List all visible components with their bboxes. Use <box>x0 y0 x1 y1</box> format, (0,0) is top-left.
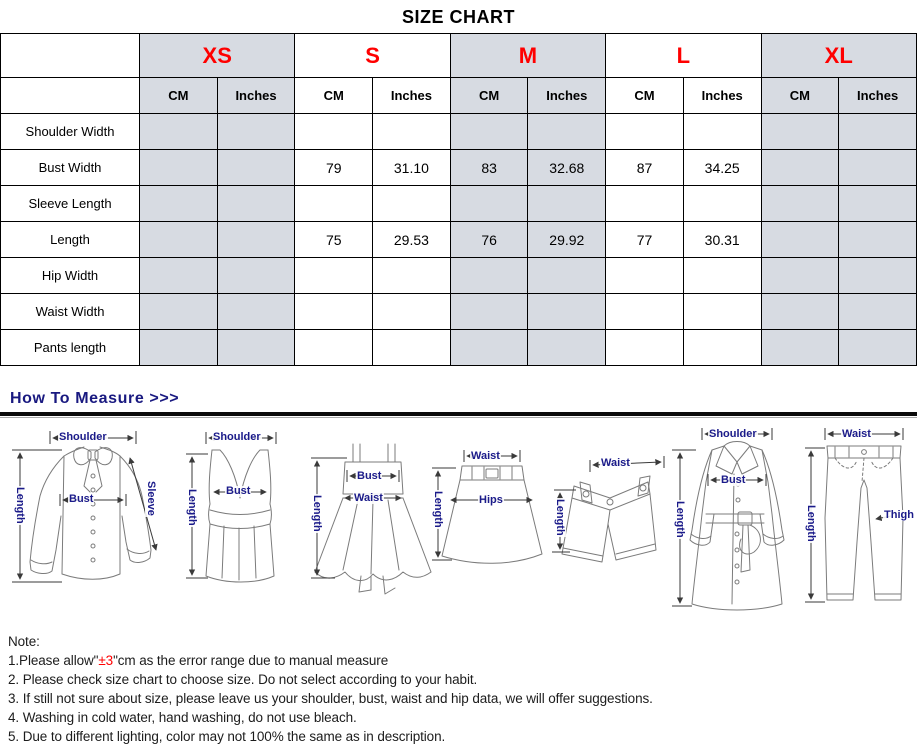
value-cell <box>761 222 839 258</box>
skirt-figure <box>424 448 559 576</box>
value-cell <box>140 258 218 294</box>
unit-header-xs-cm: CM <box>140 78 218 114</box>
value-cell: 29.92 <box>528 222 606 258</box>
value-cell <box>839 330 917 366</box>
value-cell <box>839 258 917 294</box>
blouse-shoulder-label: Shoulder <box>59 431 107 443</box>
divider-thick <box>0 412 917 416</box>
size-header-xl: XL <box>761 34 916 78</box>
row-label: Bust Width <box>1 150 140 186</box>
skirt-length-label: Length <box>432 491 444 528</box>
value-cell <box>217 150 295 186</box>
value-cell <box>761 150 839 186</box>
row-label: Waist Width <box>1 294 140 330</box>
value-cell <box>295 294 373 330</box>
row-label: Pants length <box>1 330 140 366</box>
vest-length-label: Length <box>186 489 198 526</box>
value-cell <box>606 294 684 330</box>
value-cell <box>217 186 295 222</box>
pants-length-label: Length <box>805 505 817 542</box>
value-cell <box>295 114 373 150</box>
value-cell <box>606 330 684 366</box>
value-cell <box>295 258 373 294</box>
coat-figure <box>662 422 807 614</box>
unit-header-xl-cm: CM <box>761 78 839 114</box>
value-cell <box>450 330 528 366</box>
shorts-length-label: Length <box>554 499 566 536</box>
table-row <box>1 186 917 222</box>
value-cell <box>839 186 917 222</box>
blouse-length-label: Length <box>14 487 26 524</box>
value-cell <box>140 114 218 150</box>
dress-bust-label: Bust <box>357 470 382 482</box>
value-cell: 32.68 <box>528 150 606 186</box>
value-cell: 76 <box>450 222 528 258</box>
dress-illustration <box>303 442 443 604</box>
value-cell <box>761 114 839 150</box>
value-cell <box>761 186 839 222</box>
coat-length-label: Length <box>674 501 686 538</box>
dress-waist-label: Waist <box>354 492 383 504</box>
value-cell <box>373 258 451 294</box>
value-cell: 34.25 <box>683 150 761 186</box>
dress-length-label: Length <box>311 495 323 532</box>
pants-waist-label: Waist <box>842 428 871 440</box>
value-cell <box>528 114 606 150</box>
value-cell <box>528 186 606 222</box>
corner-cell <box>1 34 140 78</box>
note-1-post: "cm as the error range due to manual measure <box>113 653 389 668</box>
vest-shoulder-label: Shoulder <box>213 431 261 443</box>
unit-header-m-cm: CM <box>450 78 528 114</box>
table-row <box>1 114 917 150</box>
value-cell: 83 <box>450 150 528 186</box>
note-1-tolerance: ±3 <box>98 653 114 668</box>
value-cell <box>140 330 218 366</box>
skirt-illustration <box>424 448 559 576</box>
value-cell: 29.53 <box>373 222 451 258</box>
corner-cell-2 <box>1 78 140 114</box>
pants-figure <box>797 422 917 614</box>
shorts-waist-label: Waist <box>601 457 630 469</box>
value-cell <box>217 330 295 366</box>
value-cell <box>606 258 684 294</box>
pants-thigh-label: Thigh <box>884 509 914 521</box>
row-label: Hip Width <box>1 258 140 294</box>
value-cell <box>140 222 218 258</box>
dress-figure <box>303 442 443 604</box>
value-cell <box>839 150 917 186</box>
unit-header-xs-inches: Inches <box>217 78 295 114</box>
note-line-3: 3. If still not sure about size, please leave us your shoulder, bust, waist and hip data, we will offer suggestions. <box>8 691 653 706</box>
value-cell <box>217 114 295 150</box>
value-cell: 30.31 <box>683 222 761 258</box>
note-1-pre: 1.Please allow" <box>8 653 99 668</box>
coat-bust-label: Bust <box>721 474 746 486</box>
value-cell <box>140 294 218 330</box>
size-header-xs: XS <box>140 34 295 78</box>
value-cell <box>373 294 451 330</box>
row-label: Length <box>1 222 140 258</box>
note-line-1 <box>8 651 917 670</box>
note-line-2: 2. Please check size chart to choose size. Do not select according to your habit. <box>8 672 478 687</box>
value-cell <box>295 330 373 366</box>
unit-header-l-inches: Inches <box>683 78 761 114</box>
vest-bust-label: Bust <box>226 485 251 497</box>
value-cell <box>373 186 451 222</box>
table-row <box>1 150 917 186</box>
value-cell <box>217 294 295 330</box>
row-label: Sleeve Length <box>1 186 140 222</box>
value-cell <box>683 186 761 222</box>
notes-section <box>8 632 917 746</box>
skirt-waist-label: Waist <box>471 450 500 462</box>
table-row <box>1 294 917 330</box>
blouse-bust-label: Bust <box>69 493 94 505</box>
value-cell <box>683 330 761 366</box>
value-cell <box>839 114 917 150</box>
value-cell <box>450 114 528 150</box>
value-cell <box>217 222 295 258</box>
divider-thin <box>0 417 917 418</box>
value-cell <box>683 258 761 294</box>
unit-header-s-inches: Inches <box>373 78 451 114</box>
value-cell <box>606 114 684 150</box>
vest-figure <box>180 428 298 596</box>
size-chart-table-body <box>1 34 917 366</box>
value-cell <box>450 294 528 330</box>
value-cell: 77 <box>606 222 684 258</box>
value-cell <box>528 330 606 366</box>
how-to-measure-heading: How To Measure >>> <box>10 390 180 407</box>
value-cell <box>450 186 528 222</box>
page-title: SIZE CHART <box>402 7 515 27</box>
blouse-sleeve-label: Sleeve <box>145 481 157 516</box>
value-cell <box>683 114 761 150</box>
value-cell <box>606 186 684 222</box>
unit-header-xl-inches: Inches <box>839 78 917 114</box>
value-cell <box>528 294 606 330</box>
value-cell <box>295 186 373 222</box>
blouse-figure <box>6 424 176 602</box>
note-line-4: 4. Washing in cold water, hand washing, do not use bleach. <box>8 710 357 725</box>
table-row <box>1 222 917 258</box>
value-cell <box>683 294 761 330</box>
row-label: Shoulder Width <box>1 114 140 150</box>
value-cell <box>839 294 917 330</box>
coat-shoulder-label: Shoulder <box>709 428 757 440</box>
unit-header-s-cm: CM <box>295 78 373 114</box>
notes-heading: Note: <box>8 634 40 649</box>
value-cell <box>839 222 917 258</box>
unit-header-m-inches: Inches <box>528 78 606 114</box>
value-cell: 31.10 <box>373 150 451 186</box>
value-cell: 75 <box>295 222 373 258</box>
value-cell <box>217 258 295 294</box>
size-header-m: M <box>450 34 605 78</box>
skirt-hips-label: Hips <box>479 494 503 506</box>
value-cell <box>373 114 451 150</box>
table-row <box>1 330 917 366</box>
size-header-s: S <box>295 34 450 78</box>
value-cell <box>528 258 606 294</box>
note-line-5: 5. Due to different lighting, color may not 100% the same as in description. <box>8 729 446 744</box>
unit-header-l-cm: CM <box>606 78 684 114</box>
table-row <box>1 258 917 294</box>
size-chart-table <box>0 33 917 366</box>
value-cell <box>761 330 839 366</box>
value-cell <box>140 150 218 186</box>
how-to-measure-figures <box>0 422 917 620</box>
size-header-l: L <box>606 34 761 78</box>
value-cell: 87 <box>606 150 684 186</box>
shorts-figure <box>542 446 674 594</box>
value-cell <box>450 258 528 294</box>
value-cell <box>761 294 839 330</box>
value-cell: 79 <box>295 150 373 186</box>
value-cell <box>761 258 839 294</box>
value-cell <box>140 186 218 222</box>
value-cell <box>373 330 451 366</box>
